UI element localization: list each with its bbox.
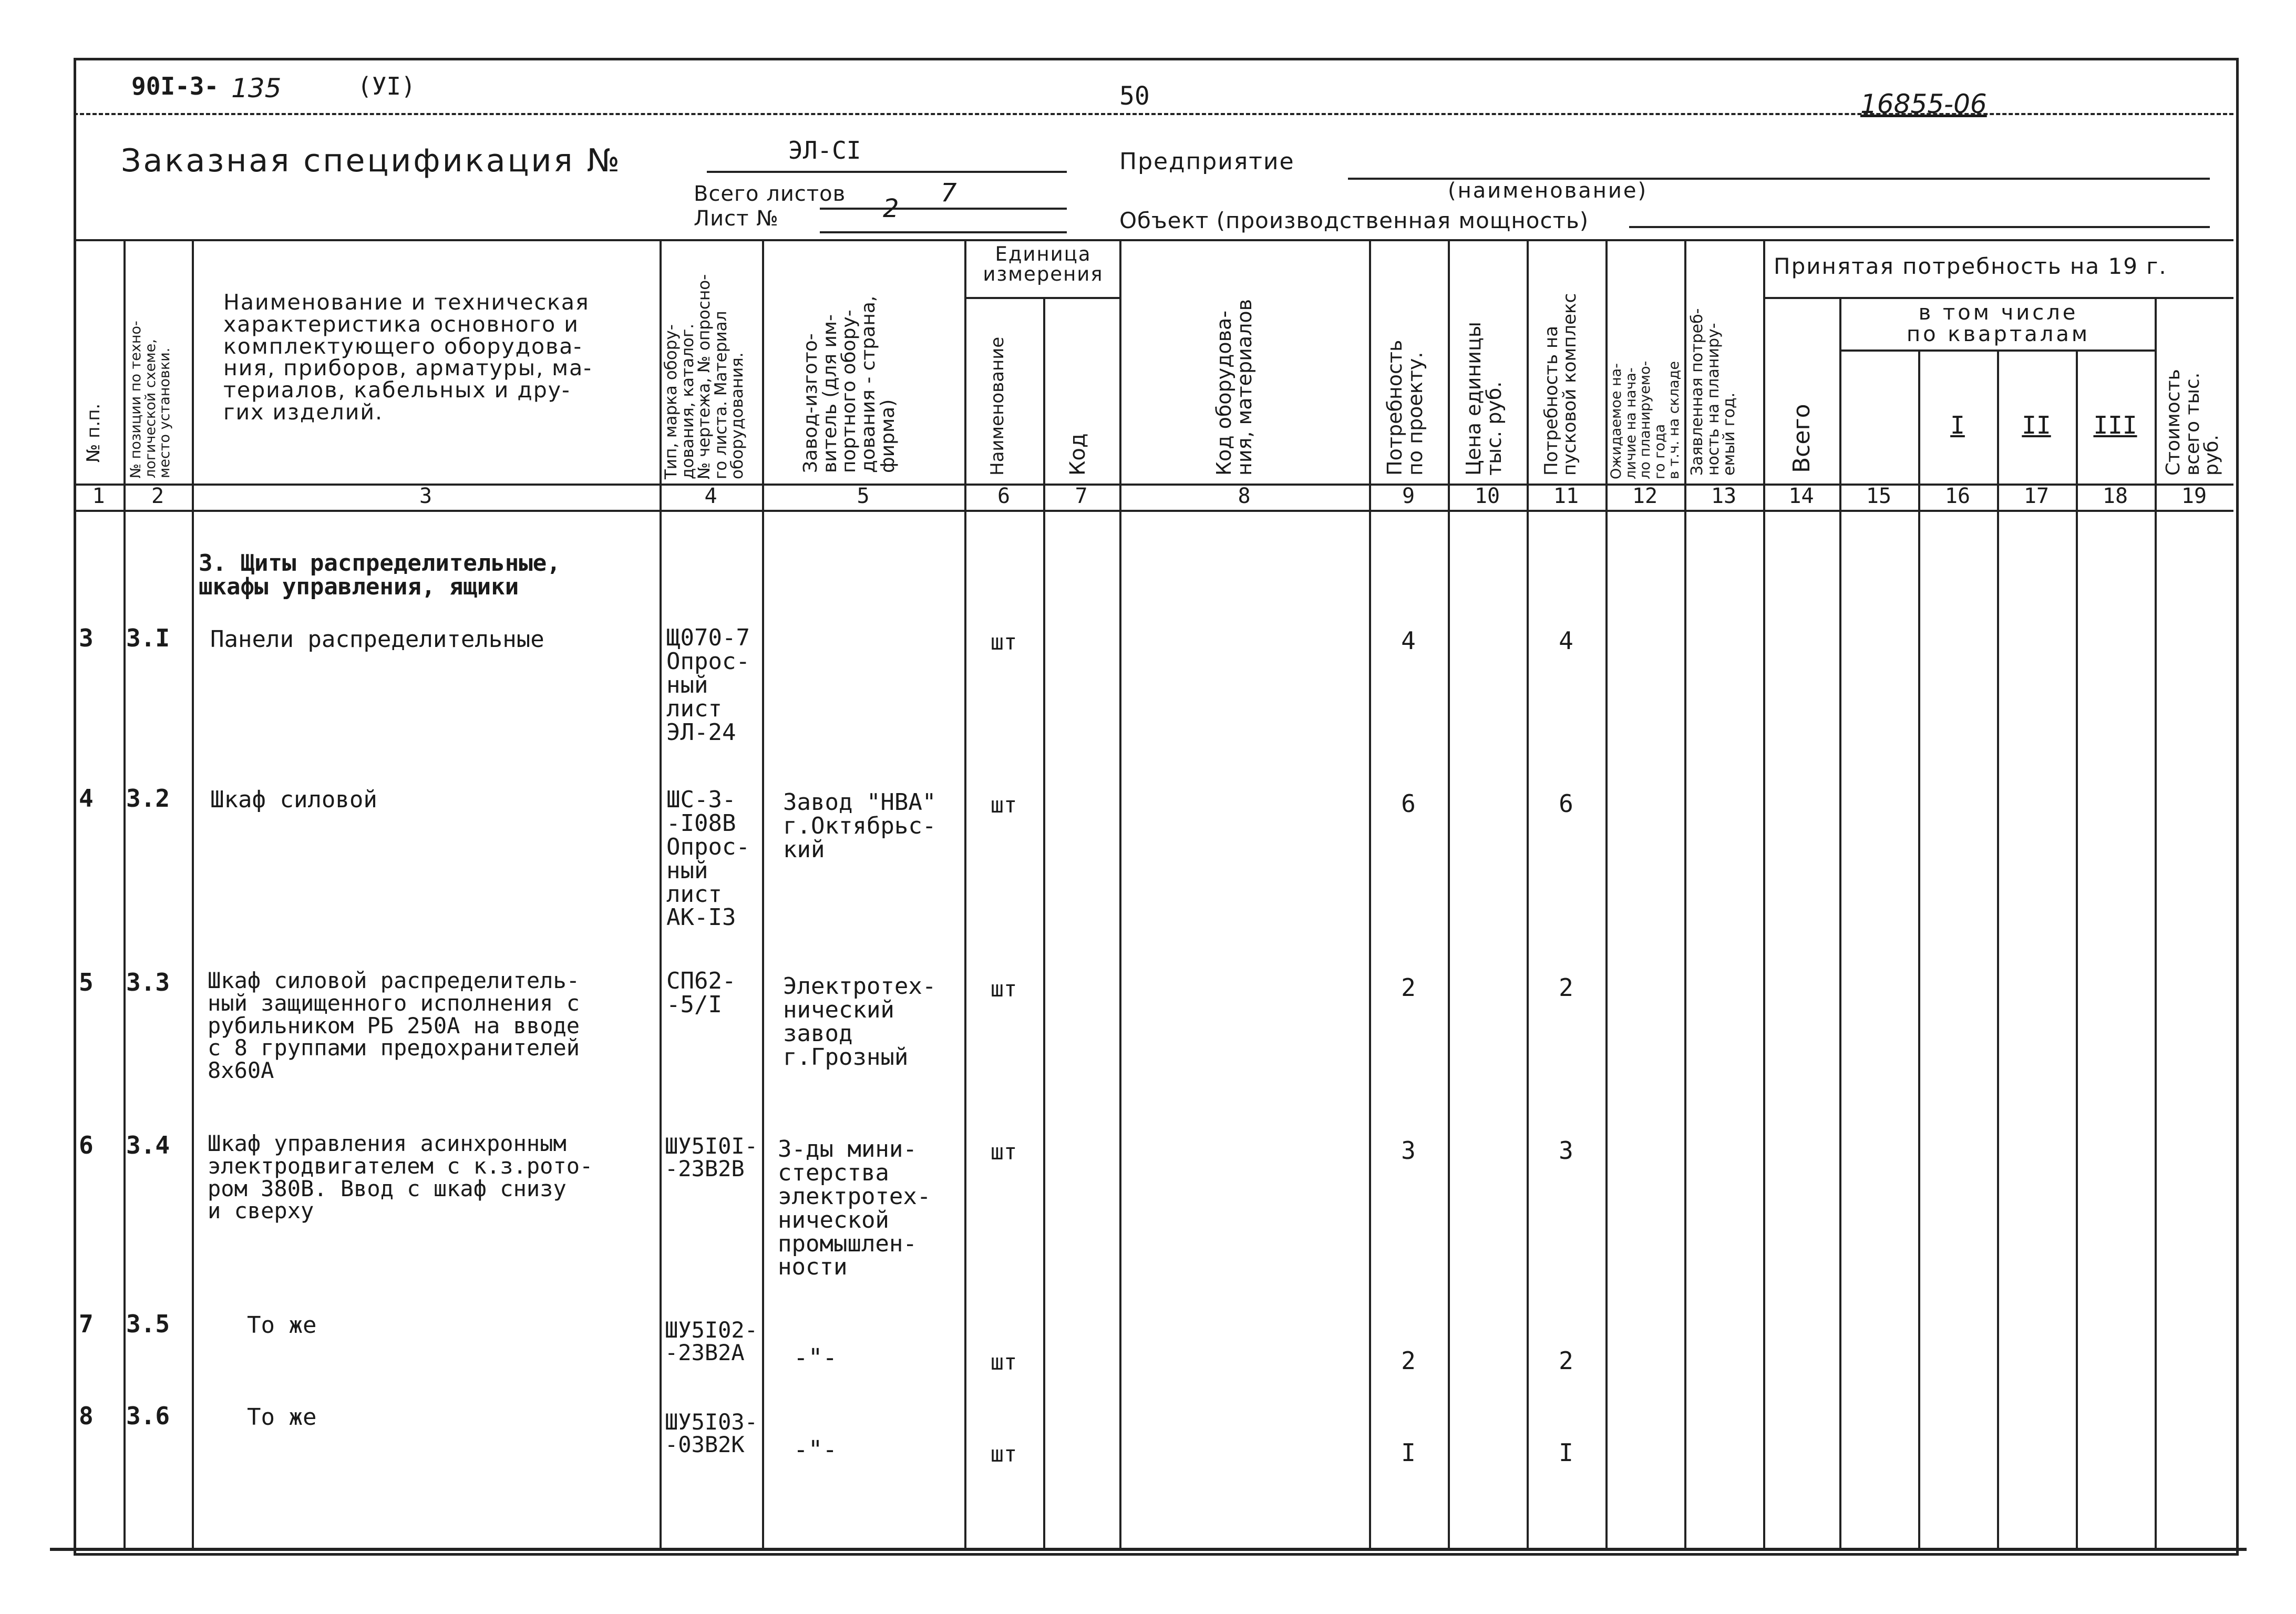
page-number: 50	[1119, 81, 1150, 111]
col-header-17: III	[2093, 411, 2137, 439]
name-hint: (наименование)	[1448, 179, 1648, 203]
col-line-13	[1763, 239, 1765, 1548]
col-header-3: Наименование и техническая характеристика основного и комплектующего оборудова- ния, приборов, арматуры, ма- териалов, кабельных и дру- гих изделий.	[223, 290, 593, 425]
row-number: 4	[79, 784, 94, 813]
archive-number: 16855-06	[1860, 89, 1987, 119]
row-start-complex: 3	[1559, 1136, 1573, 1165]
col-line-15	[1918, 349, 1920, 1548]
row-start-complex: 2	[1559, 973, 1573, 1002]
col-number: 8	[1238, 484, 1251, 508]
row-position: 3.5	[126, 1310, 170, 1338]
col-number: 7	[1075, 484, 1088, 508]
row-need: 4	[1401, 626, 1416, 655]
row-start-complex: I	[1559, 1438, 1573, 1467]
spec-title: Заказная спецификация №	[121, 142, 622, 179]
row-maker: Завод "НВА" г.Октябрьс- кий	[783, 789, 936, 863]
row-position: 3.3	[126, 968, 170, 996]
object-line	[1629, 226, 2210, 228]
col-number: 3	[419, 484, 433, 508]
row-name: Шкаф силовой распределитель- ный защищенного исполнения с рубильником РБ 250А на вводе с 8 группами предохранителей 8х60А	[208, 968, 580, 1084]
row-unit: шт	[990, 629, 1017, 655]
col-number: 9	[1402, 484, 1415, 508]
col-header-4: Тип, марка обору- дования, каталог. № чертежа, № опросно- го листа. Материал оборудования.	[662, 274, 747, 479]
sheet-number-line	[820, 231, 1067, 233]
table-top-border	[74, 239, 2233, 241]
col-number: 18	[2102, 484, 2128, 508]
row-position: 3.4	[126, 1131, 170, 1159]
row-position: 3.2	[126, 784, 170, 813]
row-position: 3.6	[126, 1402, 170, 1430]
col-line-16	[1997, 349, 1999, 1548]
col-number: 15	[1866, 484, 1892, 508]
spec-number: ЭЛ-СI	[788, 136, 861, 165]
section-title: 3. Щиты распределительные, шкафы управления, ящики	[199, 550, 561, 600]
unit-group-divider	[964, 297, 1119, 299]
form-frame	[74, 58, 2239, 1556]
row-need: 2	[1401, 1346, 1416, 1375]
row-type: ШУ5I02- -23В2А	[665, 1317, 758, 1365]
col-number: 6	[997, 484, 1011, 508]
col-line-1	[123, 239, 126, 1548]
col-line-7	[1119, 239, 1121, 1548]
total-sheets: 7	[941, 178, 957, 208]
col-line-2	[192, 239, 194, 1548]
col-header-15: I	[1950, 411, 1965, 439]
col-number: 4	[704, 484, 717, 508]
volume-number: (УI)	[357, 72, 416, 100]
col-line-12	[1684, 239, 1686, 1548]
object-label: Объект (производственная мощность)	[1119, 208, 1589, 233]
row-unit: шт	[990, 976, 1017, 1002]
row-need: 3	[1401, 1136, 1416, 1165]
sheet-label: Лист №	[694, 207, 779, 231]
row-name: То же	[247, 1404, 317, 1431]
doc-code-handwritten: 135	[231, 73, 282, 104]
col-header-5: Завод-изгото- витель (для им- портного обору- дования - страна, фирма)	[800, 295, 899, 473]
col-header-unit: Единица измерения	[983, 243, 1104, 285]
row-name: Шкаф управления асинхронным электродвигателем с к.з.рото- ром 380В. Ввод с шкаф снизу и сверху	[208, 1130, 593, 1224]
row-type: ШУ5I0I- -23В2В	[665, 1133, 758, 1181]
col-header-8: Код оборудова- ния, материалов	[1212, 299, 1256, 476]
row-type: Щ070-7 Опрос- ный лист ЭЛ-24	[666, 624, 750, 746]
row-unit: шт	[990, 792, 1017, 818]
row-start-complex: 4	[1559, 626, 1573, 655]
col-line-9	[1448, 239, 1450, 1548]
col-number: 1	[92, 484, 105, 508]
row-maker: Электротех- нический завод г.Грозный	[783, 973, 936, 1071]
enterprise-label: Предприятие	[1119, 148, 1295, 175]
col-header-10: Цена единицы тыс. руб.	[1462, 322, 1506, 476]
col-header-16: II	[2022, 411, 2051, 439]
row-need: 6	[1401, 789, 1416, 818]
col-header-7: Код	[1066, 433, 1090, 476]
col-number: 5	[857, 484, 870, 508]
row-number: 5	[79, 968, 94, 996]
col-header-quarters: в том числе по кварталам	[1906, 301, 2091, 346]
col-line-4	[762, 239, 764, 1548]
col-header-19: Стоимость всего тыс. руб.	[2163, 369, 2223, 476]
row-maker: -"-	[794, 1435, 838, 1464]
col-header-13: Заявленная потреб- ность на планиру- емый год.	[1688, 308, 1739, 476]
row-need: 2	[1401, 973, 1416, 1002]
form-bottom-edge	[50, 1548, 2247, 1551]
col-header-14: Всего	[1788, 404, 1815, 473]
doc-code: 90I-3-	[131, 72, 219, 100]
col-line-17	[2076, 349, 2078, 1548]
col-header-accepted: Принятая потребность на 19 г.	[1774, 253, 2167, 279]
row-type: СП62- -5/I	[666, 968, 736, 1018]
row-maker: -"-	[794, 1343, 838, 1372]
total-sheets-label: Всего листов	[694, 182, 846, 206]
row-name: Шкаф силовой	[210, 786, 377, 813]
col-number: 19	[2181, 484, 2207, 508]
col-number: 10	[1474, 484, 1500, 508]
col-number: 14	[1788, 484, 1814, 508]
row-unit: шт	[990, 1441, 1017, 1467]
spec-number-line	[707, 171, 1067, 173]
row-maker: З-ды мини- стерства электротех- нической промышлен- ности	[778, 1136, 931, 1281]
col-header-6: Наименование	[987, 336, 1008, 476]
col-number: 11	[1553, 484, 1579, 508]
row-start-complex: 2	[1559, 1346, 1573, 1375]
row-unit: шт	[990, 1349, 1017, 1375]
accepted-group-divider	[1763, 297, 2233, 299]
col-header-9: Потребность по проекту.	[1383, 340, 1427, 476]
col-number: 17	[2023, 484, 2050, 508]
row-number: 3	[79, 624, 94, 652]
col-header-2: № позиции по техно- логической схеме, место установки.	[128, 321, 173, 478]
row-number: 6	[79, 1131, 94, 1159]
col-number: 2	[151, 484, 164, 508]
col-line-11	[1605, 239, 1608, 1548]
row-unit: шт	[990, 1139, 1017, 1165]
col-header-11: Потребность на пусковой комплекс	[1541, 293, 1580, 476]
row-number: 7	[79, 1310, 94, 1338]
row-name: Панели распределительные	[210, 626, 544, 653]
row-need: I	[1401, 1438, 1416, 1467]
row-number: 8	[79, 1402, 94, 1430]
col-header-1: № п.п.	[83, 403, 104, 462]
row-position: 3.I	[126, 624, 170, 652]
col-number: 13	[1711, 484, 1737, 508]
col-numbers-bottom	[74, 510, 2233, 512]
sheet-number: 2	[883, 194, 899, 223]
col-header-12: Ожидаемое на- личие на нача- ло планируемо- го года в т.ч. на складе	[1608, 361, 1683, 479]
row-type: ШС-3- -I08В Опрос- ный лист АК-I3	[666, 786, 750, 931]
row-type: ШУ5I03- -03В2К	[665, 1409, 758, 1457]
row-name: То же	[247, 1312, 317, 1339]
row-start-complex: 6	[1559, 789, 1573, 818]
col-number: 16	[1944, 484, 1971, 508]
total-sheets-line	[820, 208, 1067, 210]
col-number: 12	[1632, 484, 1658, 508]
